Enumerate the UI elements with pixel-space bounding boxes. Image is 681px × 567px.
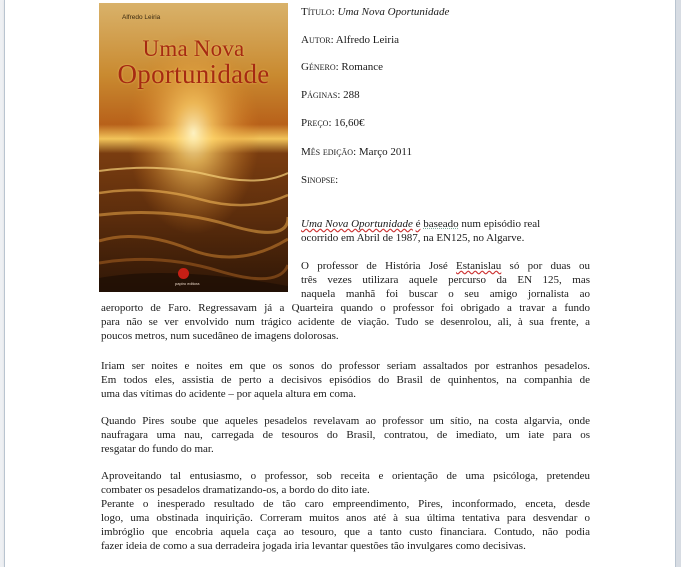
synopsis-paragraph-3 [101, 359, 590, 401]
text-line: Aproveitando tal entusiasmo, o professor, sob receita e orientação de uma psicóloga, pretendeu [101, 470, 590, 482]
meta-price-label: Preço: [301, 117, 332, 129]
synopsis-paragraph-2-top [301, 259, 590, 301]
meta-title-label: Título: [301, 6, 335, 18]
text-span: O professor de História José [301, 260, 448, 272]
publisher-logo-icon [178, 268, 189, 279]
meta-edition-label: Mês edição: [301, 146, 357, 158]
meta-title [301, 6, 449, 19]
text-line: ocorrido em Abril de 1987, na EN125, no Algarve. [301, 232, 525, 244]
text-line: naufragara uma nau, carregada de tesouros do Brasil, contratou, de imediato, um iate para os [101, 429, 590, 441]
meta-price-value: 16,60€ [334, 117, 365, 129]
meta-edition [301, 146, 412, 159]
text-line: Iriam ser noites e noites em que os sonos do professor seriam assaltados por estranhos pesadelos. [101, 360, 590, 372]
text-line: resgatar do fundo do mar. [101, 443, 214, 455]
meta-author [301, 34, 399, 47]
cover-title-line2: Oportunidade [117, 59, 270, 89]
text-line: para não se ver envolvido num trágico acidente de viação. Tudo se desenrolou, ali, à sua frente, a [101, 316, 590, 328]
text-line: logo, uma obstinada inquirição. Correram muitos anos até à sua última tentativa para desvendar o [101, 512, 590, 524]
meta-author-value: Alfredo Leiria [335, 34, 400, 46]
meta-pages [301, 89, 360, 102]
synopsis-paragraph-1 [301, 217, 591, 245]
synopsis-book-title: Uma Nova Oportunidade [301, 218, 413, 230]
meta-author-label: Autor: [301, 34, 334, 46]
text-line: aeroporto de Faro. Regressavam já a Quarteira quando o professor foi obrigado a travar a fundo [101, 302, 590, 314]
misspelled-word: Estanislau [456, 260, 502, 272]
meta-synopsis [301, 174, 338, 187]
cover-author: Alfredo Leiria [122, 14, 161, 21]
meta-genre [301, 61, 383, 74]
meta-synopsis-label: Sinopse: [301, 174, 339, 186]
text-span: é [415, 218, 421, 230]
meta-pages-label: Páginas: [301, 89, 341, 101]
text-line: uma das vítimas do acidente – por aquela altura em coma. [101, 388, 357, 400]
synopsis-paragraph-2-bottom [101, 301, 590, 343]
text-line [301, 217, 591, 231]
text-line: Quando Pires soube que aqueles pesadelos revelavam ao professor um sítio, na costa algarvia, onde [101, 415, 590, 427]
text-line: Perante o inesperado resultado de tão caro empreendimento, Pires, inconformado, enceta, desde [101, 498, 590, 510]
text-line: fazer ideia de como a sua derradeira jogada iria levantar questões tão invulgares como decisivas. [101, 540, 526, 552]
meta-pages-value: 288 [343, 89, 360, 101]
text-line: três vezes utilizara aquele percurso da EN 125, mas [301, 274, 590, 286]
meta-edition-value: Março 2011 [358, 146, 412, 158]
text-line: combater os pesadelos dramatizando-os, a bordo do dito iate. [101, 484, 370, 496]
cover-publisher: papiro editora [175, 281, 200, 286]
meta-genre-label: Género: [301, 61, 339, 73]
text-line: Em todos eles, assistia de perto a decisivos episódios do Brasil de quinhentos, na companhia de [101, 374, 590, 386]
cover-title-line1: Uma Nova [142, 36, 245, 61]
text-line: poucos metros, num sucedâneo de imagens dolorosas. [101, 330, 339, 342]
meta-genre-value: Romance [341, 61, 383, 73]
text-line: naquela manhã foi buscar o seu amigo jornalista ao [301, 288, 590, 300]
text-span: baseado [423, 218, 459, 230]
window-edge-scrollbar[interactable] [676, 0, 681, 567]
synopsis-paragraph-4 [101, 414, 590, 456]
text-span: num episódio real [461, 218, 541, 230]
text-line [301, 259, 590, 273]
text-span: só por duas ou [509, 260, 590, 272]
meta-price [301, 117, 365, 130]
synopsis-paragraph-5 [101, 469, 590, 553]
document-page [4, 0, 676, 567]
book-cover-image [99, 3, 288, 292]
text-line: imbróglio que encobria aquela caça ao tesouro, que a tanto custo financiara. Contudo, não podia [101, 526, 590, 538]
meta-title-value: Uma Nova Oportunidade [337, 6, 450, 18]
